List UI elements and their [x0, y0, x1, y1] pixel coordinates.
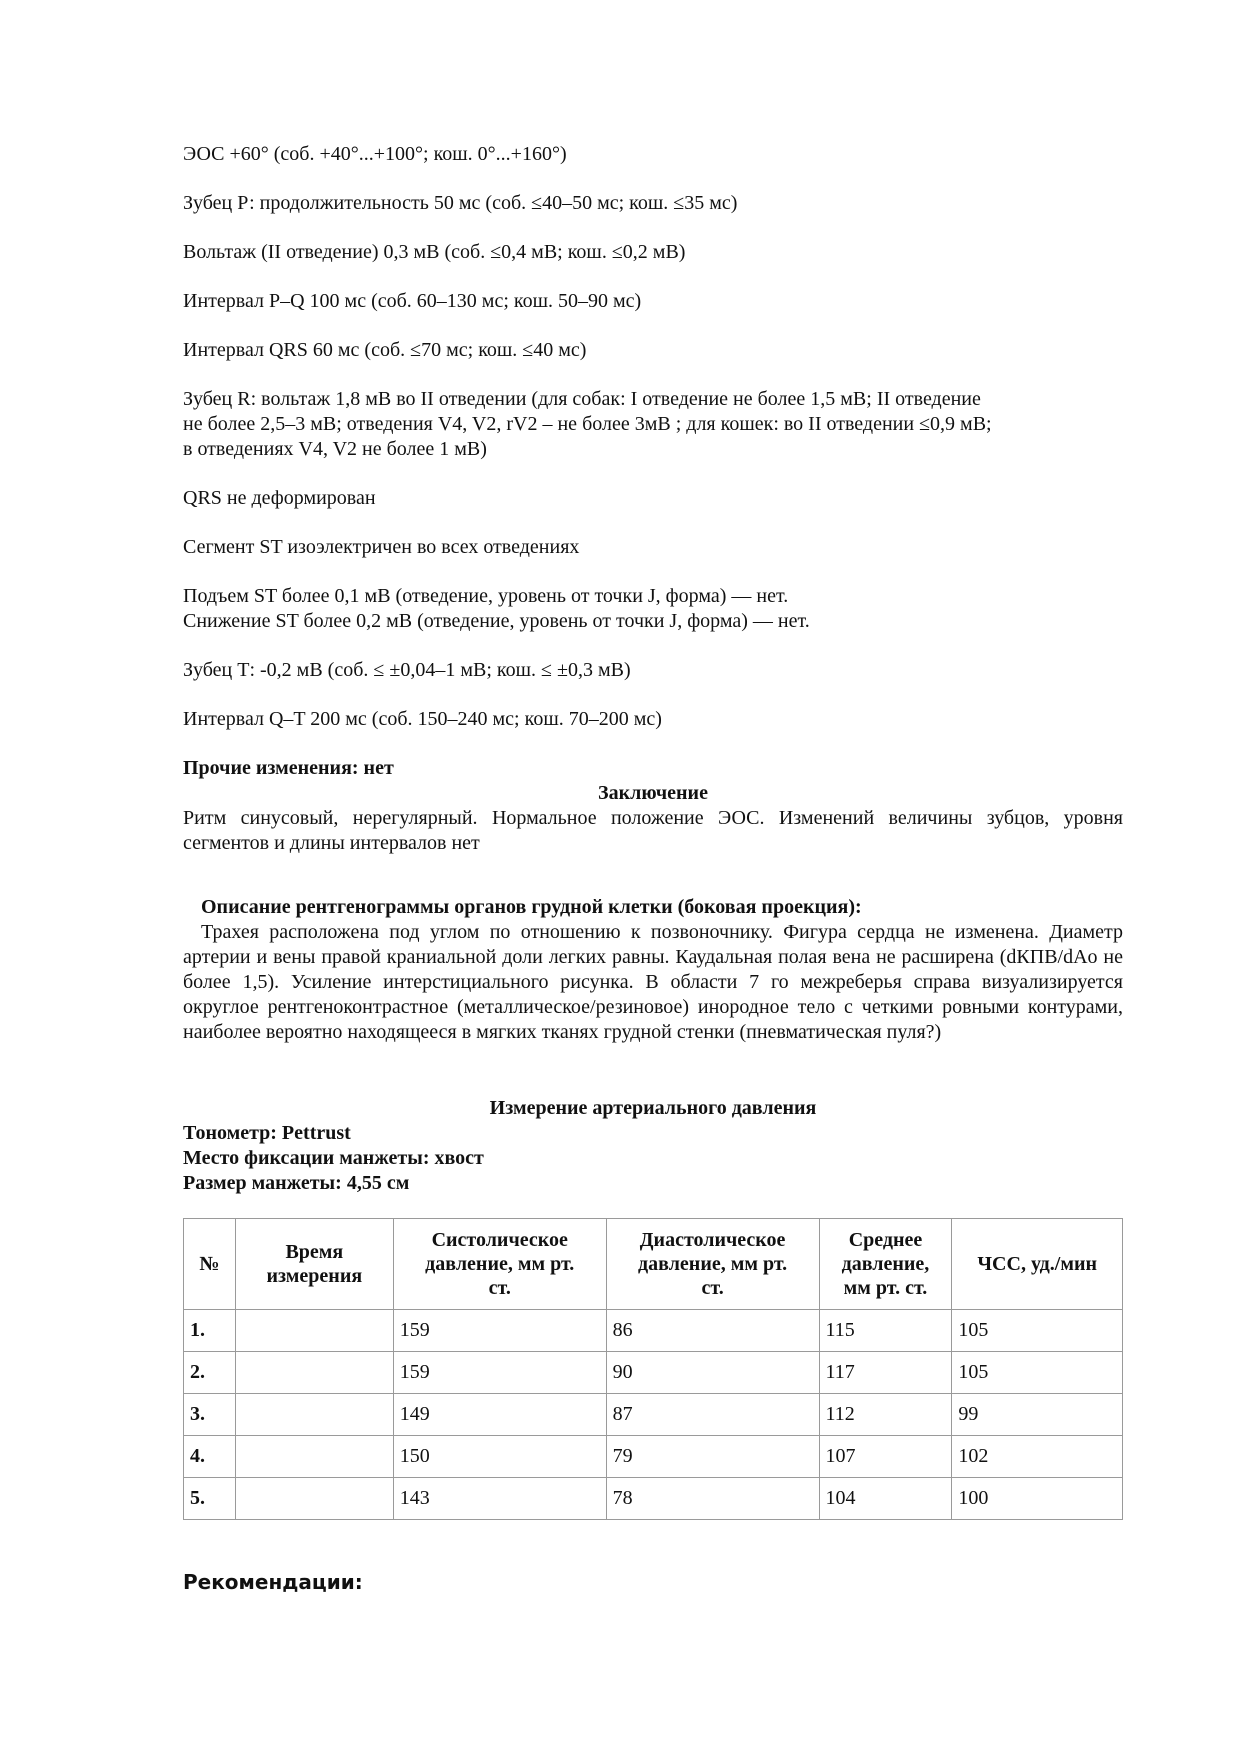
table-row — [184, 1394, 1123, 1436]
cell-num: 3. — [184, 1394, 236, 1436]
pq-interval-line: Интервал P–Q 100 мс (соб. 60–130 мс; кош. 50–90 мс) — [183, 290, 642, 312]
cell-hr: 105 — [952, 1310, 1123, 1352]
xray-text: Трахея расположена под углом по отношению к позвоночнику. Фигура сердца не изменена. Диаметр артерии и вены правой краниальной доли легких равны. Каудальная полая вена не расширена (dКПВ/dAo не более 1,5). Усиление интерстициального рисунка. В области 7 го межреберья справа визуализируется округлое рентгеноконтрастное (металлическое/резиновое) инородное тело с четкими ровными контурами, наиболее вероятно находящееся в мягких тканях грудной стенки (пневматическая пуля?) — [183, 921, 1123, 1043]
qt-interval-line: Интервал Q–T 200 мс (соб. 150–240 мс; кош. 70–200 мс) — [183, 708, 662, 730]
table-row — [184, 1436, 1123, 1478]
cell-time — [235, 1394, 393, 1436]
tonometer-line: Тонометр: Pettrust — [183, 1122, 351, 1144]
cell-diastolic: 90 — [606, 1352, 819, 1394]
header-hr: ЧСС, уд./мин — [952, 1219, 1123, 1310]
header-mean: Среднее давление, мм рт. ст. — [819, 1219, 952, 1310]
blood-pressure-table — [183, 1218, 1123, 1520]
cuff-size-line: Размер манжеты: 4,55 см — [183, 1172, 410, 1194]
table-row — [184, 1352, 1123, 1394]
cell-mean: 104 — [819, 1478, 952, 1520]
cell-time — [235, 1310, 393, 1352]
cell-num: 2. — [184, 1352, 236, 1394]
qrs-shape-line: QRS не деформирован — [183, 487, 376, 509]
cell-diastolic: 87 — [606, 1394, 819, 1436]
cell-mean: 115 — [819, 1310, 952, 1352]
conclusion-title: Заключение — [598, 782, 708, 804]
cell-hr: 105 — [952, 1352, 1123, 1394]
cell-systolic: 149 — [393, 1394, 606, 1436]
xray-title: Описание рентгенограммы органов грудной клетки (боковая проекция): — [201, 896, 862, 918]
cell-time — [235, 1478, 393, 1520]
table-row — [184, 1310, 1123, 1352]
cuff-place-line: Место фиксации манжеты: хвост — [183, 1147, 484, 1169]
p-wave-line: Зубец Р: продолжительность 50 мс (соб. ≤40–50 мс; кош. ≤35 мс) — [183, 192, 738, 214]
cell-diastolic: 79 — [606, 1436, 819, 1478]
header-systolic: Систолическое давление, мм рт. ст. — [393, 1219, 606, 1310]
cell-systolic: 159 — [393, 1352, 606, 1394]
st-drop-line: Снижение ST более 0,2 мВ (отведение, уровень от точки J, форма) — нет. — [183, 610, 810, 632]
cell-num: 4. — [184, 1436, 236, 1478]
cell-systolic: 159 — [393, 1310, 606, 1352]
eos-line: ЭОС +60° (соб. +40°...+100°; кош. 0°...+160°) — [183, 143, 567, 165]
r-wave-line-3: в отведениях V4, V2 не более 1 мВ) — [183, 438, 487, 460]
other-changes: Прочие изменения: нет — [183, 757, 394, 779]
cell-systolic: 143 — [393, 1478, 606, 1520]
cell-mean: 107 — [819, 1436, 952, 1478]
cell-hr: 100 — [952, 1478, 1123, 1520]
t-wave-line: Зубец Т: -0,2 мВ (соб. ≤ ±0,04–1 мВ; кош. ≤ ±0,3 мВ) — [183, 659, 631, 681]
st-segment-line: Сегмент ST изоэлектричен во всех отведениях — [183, 536, 580, 558]
cell-time — [235, 1352, 393, 1394]
cell-mean: 112 — [819, 1394, 952, 1436]
cell-hr: 102 — [952, 1436, 1123, 1478]
cell-mean: 117 — [819, 1352, 952, 1394]
cell-num: 5. — [184, 1478, 236, 1520]
r-wave-line-2: не более 2,5–3 мВ; отведения V4, V2, rV2 – не более 3мВ ; для кошек: во II отведении ≤0,9 мВ; — [183, 413, 992, 435]
cell-hr: 99 — [952, 1394, 1123, 1436]
r-wave-line-1: Зубец R: вольтаж 1,8 мВ во II отведении (для собак: I отведение не более 1,5 мВ; II отведение — [183, 388, 981, 410]
qrs-interval-line: Интервал QRS 60 мс (соб. ≤70 мс; кош. ≤40 мс) — [183, 339, 587, 361]
cell-diastolic: 78 — [606, 1478, 819, 1520]
bp-title: Измерение артериального давления — [489, 1097, 817, 1119]
cell-num: 1. — [184, 1310, 236, 1352]
header-num: № — [184, 1219, 236, 1310]
cell-time — [235, 1436, 393, 1478]
recommendations-heading: Рекомендации: — [183, 1570, 363, 1594]
st-rise-line: Подъем ST более 0,1 мВ (отведение, уровень от точки J, форма) — нет. — [183, 585, 789, 607]
cell-systolic: 150 — [393, 1436, 606, 1478]
table-row — [184, 1478, 1123, 1520]
cell-diastolic: 86 — [606, 1310, 819, 1352]
voltage-line: Вольтаж (II отведение) 0,3 мВ (соб. ≤0,4 мВ; кош. ≤0,2 мВ) — [183, 241, 686, 263]
table-header-row — [184, 1219, 1123, 1310]
header-diastolic: Диастолическое давление, мм рт. ст. — [606, 1219, 819, 1310]
conclusion-text: Ритм синусовый, нерегулярный. Нормальное положение ЭОС. Изменений величины зубцов, уровня сегментов и длины интервалов нет — [183, 807, 1123, 854]
header-time: Время измерения — [235, 1219, 393, 1310]
